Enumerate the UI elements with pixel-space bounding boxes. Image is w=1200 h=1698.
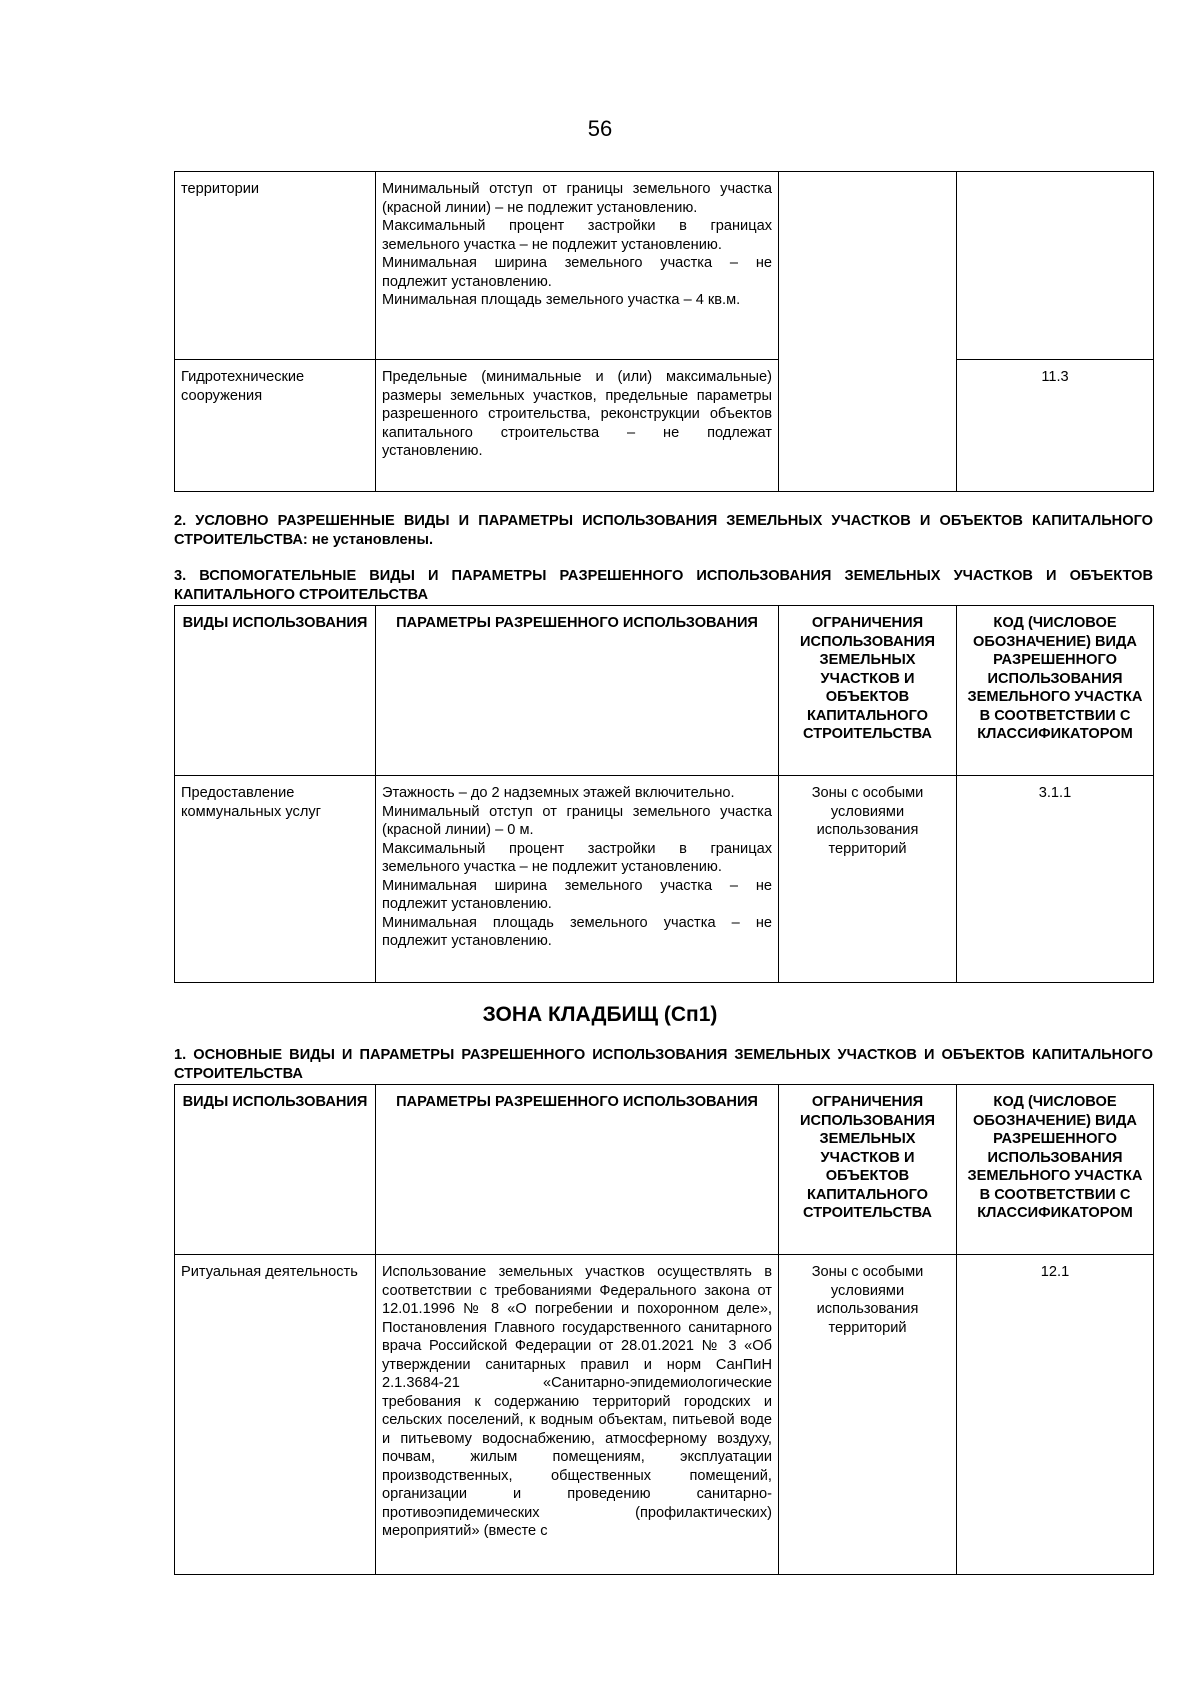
code-cell: 12.1 (957, 1255, 1154, 1575)
table-header-row (175, 1085, 1154, 1255)
section-2-heading: 2. УСЛОВНО РАЗРЕШЕННЫЕ ВИДЫ И ПАРАМЕТРЫ ИСПОЛЬЗОВАНИЯ ЗЕМЕЛЬНЫХ УЧАСТКОВ И ОБЪЕКТОВ КАПИТАЛЬНОГО СТРОИТЕЛЬСТВА: не установлены. (174, 513, 1153, 548)
restrictions-cell: Зоны с особыми условиями использования территорий (779, 776, 957, 983)
params-cell (376, 172, 779, 360)
table-row (175, 1255, 1154, 1575)
table-header-row (175, 606, 1154, 776)
header-use-types: ВИДЫ ИСПОЛЬЗОВАНИЯ (175, 606, 376, 776)
param-line: Минимальная ширина земельного участка – не подлежит установлению. (382, 877, 772, 912)
header-restrictions: ОГРАНИЧЕНИЯ ИСПОЛЬЗОВАНИЯ ЗЕМЕЛЬНЫХ УЧАСТКОВ И ОБЪЕКТОВ КАПИТАЛЬНОГО СТРОИТЕЛЬСТВА (779, 606, 957, 776)
continuation-table (174, 171, 1153, 492)
params-cell (376, 776, 779, 983)
header-code: КОД (ЧИСЛОВОЕ ОБОЗНАЧЕНИЕ) ВИДА РАЗРЕШЕННОГО ИСПОЛЬЗОВАНИЯ ЗЕМЕЛЬНОГО УЧАСТКА В СООТВЕТСТВИИ С КЛАССИФИКАТОРОМ (957, 606, 1154, 776)
code-cell: 11.3 (957, 360, 1154, 492)
param-line: Минимальная площадь земельного участка – 4 кв.м. (382, 292, 741, 308)
section-3-heading: 3. ВСПОМОГАТЕЛЬНЫЕ ВИДЫ И ПАРАМЕТРЫ РАЗРЕШЕННОГО ИСПОЛЬЗОВАНИЯ ЗЕМЕЛЬНЫХ УЧАСТКОВ И ОБЪЕКТОВ КАПИТАЛЬНОГО СТРОИТЕЛЬСТВА (174, 568, 1153, 603)
page-number: 56 (587, 116, 613, 141)
param-line: Минимальный отступ от границы земельного участка (красной линии) – не подлежит установлению. (382, 181, 772, 216)
header-use-types: ВИДЫ ИСПОЛЬЗОВАНИЯ (175, 1085, 376, 1255)
header-restrictions: ОГРАНИЧЕНИЯ ИСПОЛЬЗОВАНИЯ ЗЕМЕЛЬНЫХ УЧАСТКОВ И ОБЪЕКТОВ КАПИТАЛЬНОГО СТРОИТЕЛЬСТВА (779, 1085, 957, 1255)
header-code: КОД (ЧИСЛОВОЕ ОБОЗНАЧЕНИЕ) ВИДА РАЗРЕШЕННОГО ИСПОЛЬЗОВАНИЯ ЗЕМЕЛЬНОГО УЧАСТКА В СООТВЕТСТВИИ С КЛАССИФИКАТОРОМ (957, 1085, 1154, 1255)
code-cell (957, 172, 1154, 360)
zone-section-1-heading: 1. ОСНОВНЫЕ ВИДЫ И ПАРАМЕТРЫ РАЗРЕШЕННОГО ИСПОЛЬЗОВАНИЯ ЗЕМЕЛЬНЫХ УЧАСТКОВ И ОБЪЕКТОВ КАПИТАЛЬНОГО СТРОИТЕЛЬСТВА (174, 1047, 1153, 1082)
param-line: Этажность – до 2 надземных этажей включительно. (382, 785, 735, 801)
use-type-cell: Гидротехнические сооружения (175, 360, 376, 492)
header-params: ПАРАМЕТРЫ РАЗРЕШЕННОГО ИСПОЛЬЗОВАНИЯ (376, 606, 779, 776)
param-line: Минимальный отступ от границы земельного участка (красной линии) – 0 м. (382, 803, 772, 838)
table-row (175, 776, 1154, 983)
zone-title: ЗОНА КЛАДБИЩ (Сп1) (482, 1003, 718, 1026)
use-type-cell: территории (175, 172, 376, 360)
params-cell (376, 360, 779, 492)
param-line: Предельные (минимальные и (или) максимальные) размеры земельных участков, предельные параметры разрешенного строительства, реконструкции объектов капитального строительства – не подлежат установлению. (382, 369, 772, 459)
param-line: Минимальная площадь земельного участка – не подлежит установлению. (382, 914, 772, 949)
header-params: ПАРАМЕТРЫ РАЗРЕШЕННОГО ИСПОЛЬЗОВАНИЯ (376, 1085, 779, 1255)
use-type-cell: Ритуальная деятельность (175, 1255, 376, 1575)
use-type-cell: Предоставление коммунальных услуг (175, 776, 376, 983)
restrictions-cell: Зоны с особыми условиями использования территорий (779, 1255, 957, 1575)
restrictions-cell (779, 172, 957, 492)
table-row (175, 360, 1154, 492)
cemetery-main-uses-table (174, 1084, 1153, 1575)
table-row (175, 172, 1154, 360)
param-line: Минимальная ширина земельного участка – не подлежит установлению. (382, 255, 772, 290)
params-cell: Использование земельных участков осуществлять в соответствии с требованиями Федерального закона от 12.01.1996 № 8 «О погребении и похоронном деле», Постановления Главного государственного санитарного врача Российской Федерации от 28.01.2021 № 3 «Об утверждении санитарных правил и норм СанПиН 2.1.3684-21 «Санитарно-эпидемиологические требования к содержанию территорий городских и сельских поселений, к водным объектам, питьевой воде и питьевому водоснабжению, атмосферному воздуху, почвам, жилым помещениям, эксплуатации производственных, общественных помещений, организации и проведению санитарно-противоэпидемических (профилактических) мероприятий» (вместе с (376, 1255, 779, 1575)
param-line: Максимальный процент застройки в границах земельного участка – не подлежит установлению. (382, 218, 772, 253)
auxiliary-uses-table (174, 605, 1153, 983)
param-line: Максимальный процент застройки в границах земельного участка – не подлежит установлению. (382, 840, 772, 875)
code-cell: 3.1.1 (957, 776, 1154, 983)
